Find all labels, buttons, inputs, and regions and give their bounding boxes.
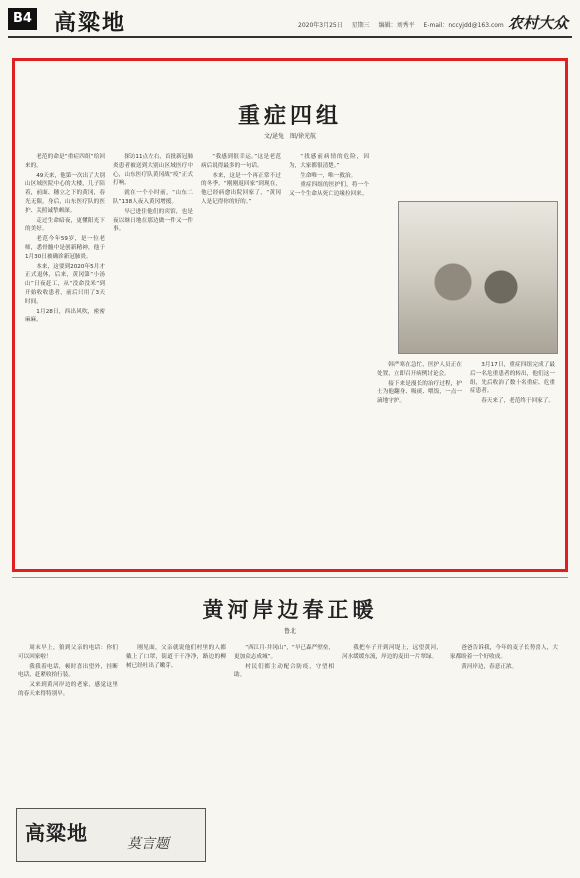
- article-paragraph: “找感前病情的危险，因为，大家都很清楚。”: [289, 154, 369, 169]
- page-header: [8, 6, 572, 34]
- issue-weekday: 星期三: [351, 22, 370, 29]
- section-seal: [16, 808, 206, 862]
- article-column-3: [234, 644, 334, 864]
- article-paragraph: 又来到黄河岸边的老家，感觉这里的春天来得特别早。: [18, 682, 118, 697]
- article-paragraph: 本来，这要到2020年5月才正式退休，后来，黄冈第“小汤山”日夜赶工，从“没命没米”到开始收收患者，前后只用了3天时间。: [25, 263, 105, 305]
- article-paragraph: 刚见面，父亲就说他们村里的人都戴上了口罩，街道干干净净，路边的柳树已经吐出了嫩芽。: [126, 645, 226, 669]
- article-paragraph: 1月28日，西出风吹，密密麻麻。: [25, 308, 105, 324]
- article-column-3: [201, 153, 281, 563]
- section-title: 高粱地: [54, 11, 127, 36]
- masthead-info: [298, 20, 511, 29]
- article-paragraph: 韩严寒在急忙，医护人员正在处置，立即召开病例讨论会。: [377, 362, 462, 377]
- article-column-2: [113, 153, 193, 563]
- story-divider: [12, 577, 568, 578]
- article-paragraph: 黄河岸边，春意正浓。: [461, 663, 518, 670]
- page-number: B4: [8, 8, 37, 30]
- article-paragraph: 重症四组的医护们，将一个又一个生命从死亡边缘拉回来。: [289, 182, 369, 198]
- newspaper-brand: 农村大众: [507, 14, 568, 32]
- issue-date: 2020年3月25日: [298, 22, 343, 29]
- article-paragraph: 就在一个小时前，“山东二队”138人夜入黄冈增援。: [113, 190, 193, 205]
- article-column-4: [289, 153, 369, 563]
- article-column-6: [470, 361, 555, 563]
- article-paragraph: 本来，这是一个再正常不过的冬季，“刚刚返回家”到现在，他已经病愈出院回家了，“黄冈人是记得你的好的。”: [201, 172, 281, 205]
- article-title: 黄河岸边春正暖: [202, 597, 378, 622]
- editor-email: E-mail：nccyjdd@163.com: [423, 22, 504, 29]
- article-paragraph: 走过生命暗夜，更懂阳光下的美好。: [25, 217, 105, 233]
- article-paragraph: 我我着电话，顿时喜出望外，挂断电话，赶紧收拾行装。: [18, 663, 118, 679]
- article-paragraph: 生命唯一，唯一救治。: [300, 172, 357, 179]
- article-paragraph: 春天来了，老范终于回家了。: [481, 398, 554, 405]
- article-paragraph: 49天来，他第一次出了大别山区域医院中心的大楼，儿子陪着，前面、穗立之下的黄冈，春光无限，身后，山东医疗队的医护、关照诚挚颇深。: [25, 172, 105, 214]
- article-paragraph: 我把车子开到河堤上，远望黄河，河水缓缓东流，岸边的麦田一片翠绿。: [342, 645, 442, 660]
- article-paragraph: 周末早上，狼到父亲的电话：你们可以回家啦！: [18, 645, 118, 660]
- article-title: 重症四组: [237, 103, 342, 129]
- article-zhongzheng-sizu: [12, 58, 568, 572]
- article-column-5: [377, 361, 462, 563]
- article-paragraph: “西江月·井冈山”，“早已森严壁垒，更加众志成城”。: [234, 645, 334, 660]
- article-paragraph: 探访11点左右，首批新冠肺炎患者被送到大别山区域医疗中心，山东医疗队黄冈战“疫”正式打响。: [113, 154, 193, 187]
- article-byline: 文/逯兔 图/徐光航: [263, 133, 317, 140]
- header-divider: [8, 36, 572, 38]
- article-column-4: [342, 644, 442, 864]
- seal-title: 高粱地: [25, 821, 88, 845]
- article-paragraph: 老范的命是“重症四组”给回来的。: [25, 154, 105, 169]
- seal-signature: 莫言题: [127, 836, 169, 852]
- article-paragraph: 3月17日，重症四组完成了最后一名危重患者的转出，他们这一组，先后收治了数十名重症、危重症患者。: [470, 362, 555, 395]
- article-byline: 鲁北: [283, 628, 296, 635]
- article-paragraph: 早已进住他们的宾馆，也是夜以继日地在那边做一件又一件事。: [113, 208, 193, 233]
- article-paragraph: 老范今年59岁，是一位老师，悉骨髓中是创新精神，他于1月30日被确诊新冠肺炎。: [25, 236, 105, 260]
- article-paragraph: 爸爸告诉我，今年的麦子长势喜人，大家都盼着一个好收成。: [450, 645, 558, 660]
- article-paragraph: “我感到很幸运。”这是老范病后说得最多的一句话。: [201, 154, 281, 169]
- editor-name: 编辑：刘秀平: [378, 22, 415, 29]
- article-paragraph: 接下来是漫长的治疗过程，护士为他翻身、吸痰、喂饭，一点一滴地守护。: [377, 380, 462, 405]
- article-column-5: [450, 644, 558, 864]
- article-paragraph: 村民们都主动配合防疫，守望相助。: [234, 663, 334, 679]
- article-column-1: [18, 644, 118, 804]
- article-column-1: [25, 153, 105, 563]
- article-photo: [398, 201, 558, 354]
